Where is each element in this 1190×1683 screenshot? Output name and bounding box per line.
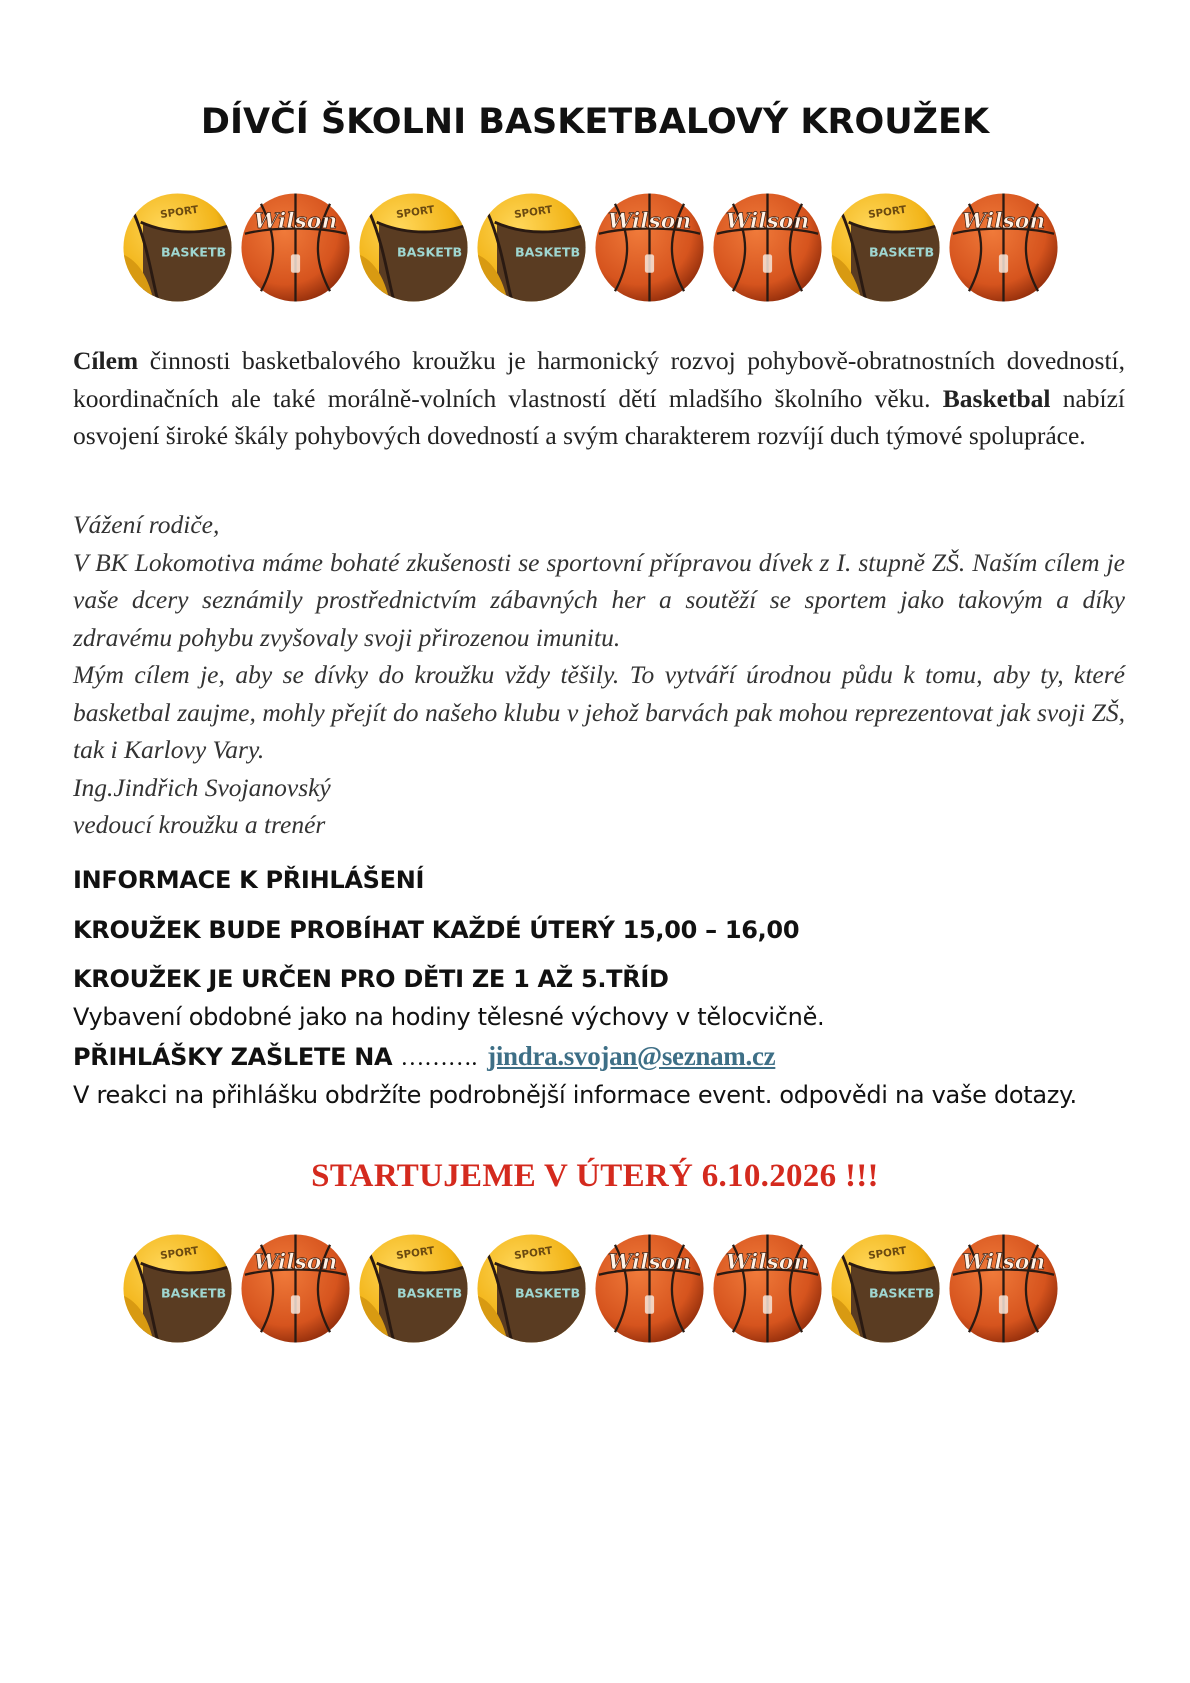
svg-text:SPORT: SPORT <box>159 203 200 221</box>
svg-text:SPORT: SPORT <box>159 1244 200 1262</box>
svg-text:SPORT: SPORT <box>395 203 436 221</box>
start-banner: STARTUJEME V ÚTERÝ 6.10.2026 !!! <box>311 1158 879 1194</box>
wilson-basketball-image <box>946 190 1061 305</box>
intro-lead-bold: Cílem <box>73 346 139 375</box>
sport-basketball-image <box>356 1231 471 1346</box>
svg-text:Wilson: Wilson <box>961 207 1046 234</box>
svg-text:SPORT: SPORT <box>513 1244 554 1262</box>
svg-text:Wilson: Wilson <box>253 207 338 234</box>
info-heading: INFORMACE K PŘIHLÁŠENÍ <box>73 866 425 894</box>
info-audience: KROUŽEK JE URČEN PRO DĚTI ZE 1 AŽ 5.TŘÍD <box>73 965 669 993</box>
info-equipment: Vybavení obdobné jako na hodiny tělesné výchovy v tělocvičně. <box>73 1003 825 1031</box>
svg-text:BASKETB: BASKETB <box>396 244 463 260</box>
intro-text-1: činnosti basketbalového kroužku je harmonický rozvoj pohybově-obratnostních dovedností, koordinačních ale také morálně-volních vlastností dětí mladšího školního věku. <box>73 346 1125 413</box>
registration-dots: ………. <box>400 1045 478 1071</box>
svg-text:BASKETB: BASKETB <box>514 1285 581 1301</box>
svg-text:Wilson: Wilson <box>607 1248 692 1275</box>
ball-row-top <box>120 190 1070 305</box>
svg-text:SPORT: SPORT <box>513 203 554 221</box>
info-registration-line <box>73 1036 1153 1076</box>
wilson-basketball-image <box>592 190 707 305</box>
svg-text:Wilson: Wilson <box>607 207 692 234</box>
svg-text:SPORT: SPORT <box>867 203 908 221</box>
info-reply-note: V reakci na přihlášku obdržíte podrobnější informace event. odpovědi na vaše dotazy. <box>73 1081 1077 1109</box>
letter-paragraph-2: Mým cílem je, aby se dívky do kroužku vždy těšily. To vytváří úrodnou půdu k tomu, aby ty, které basketbal zaujme, mohly přejít do našeho klubu v jehož barvách pak mohou reprezentovat jak svoji ZŠ, tak i Karlovy Vary. <box>73 660 1125 764</box>
sport-basketball-image <box>120 190 235 305</box>
ball-row-bottom <box>120 1231 1070 1346</box>
intro-text-2: nabízí osvojení široké škály pohybových dovedností a svým charakterem rozvíjí duch týmové spolupráce. <box>73 383 1126 450</box>
sport-basketball-image <box>474 1231 589 1346</box>
letter-paragraph-1: V BK Lokomotiva máme bohaté zkušenosti se sportovní přípravou dívek z I. stupně ZŠ. Naším cílem je vaše dcery seznámily prostřednictvím zábavných her a soutěží se sportem jako takovým a díky zdravému pohybu zvyšovaly svoji přirozenou imunitu. <box>73 547 1125 652</box>
svg-text:Wilson: Wilson <box>253 1248 338 1275</box>
svg-text:BASKETB: BASKETB <box>160 1285 227 1301</box>
registration-label: PŘIHLÁŠKY ZAŠLETE NA <box>73 1043 393 1071</box>
info-schedule: KROUŽEK BUDE PROBÍHAT KAŽDÉ ÚTERÝ 15,00 – 16,00 <box>73 916 800 944</box>
svg-text:BASKETB: BASKETB <box>514 244 581 260</box>
svg-text:BASKETB: BASKETB <box>160 244 227 260</box>
svg-text:BASKETB: BASKETB <box>868 244 935 260</box>
wilson-basketball-image <box>238 190 353 305</box>
svg-text:BASKETB: BASKETB <box>868 1285 935 1301</box>
wilson-basketball-image <box>946 1231 1061 1346</box>
svg-text:BASKETB: BASKETB <box>396 1285 463 1301</box>
wilson-basketball-image <box>592 1231 707 1346</box>
page-title: DÍVČÍ ŠKOLNI BASKETBALOVÝ KROUŽEK <box>200 102 990 142</box>
email-link[interactable]: jindra.svojan@seznam.cz <box>487 1041 776 1071</box>
svg-text:Wilson: Wilson <box>725 1248 810 1275</box>
wilson-basketball-image <box>710 1231 825 1346</box>
svg-text:Wilson: Wilson <box>725 207 810 234</box>
letter-signature-name: Ing.Jindřich Svojanovský <box>73 772 331 802</box>
parent-letter <box>73 506 1125 844</box>
sport-basketball-image <box>474 190 589 305</box>
sport-basketball-image <box>828 1231 943 1346</box>
intro-basketbal-bold: Basketbal <box>942 383 1051 413</box>
registration-info <box>73 860 1153 1114</box>
letter-signature-role: vedoucí kroužku a trenér <box>73 810 326 839</box>
letter-greeting: Vážení rodiče, <box>73 510 220 539</box>
svg-text:SPORT: SPORT <box>395 1244 436 1262</box>
sport-basketball-image <box>120 1231 235 1346</box>
wilson-basketball-image <box>710 190 825 305</box>
sport-basketball-image <box>356 190 471 305</box>
sport-basketball-image <box>828 190 943 305</box>
svg-text:SPORT: SPORT <box>867 1244 908 1262</box>
svg-text:Wilson: Wilson <box>961 1248 1046 1275</box>
wilson-basketball-image <box>238 1231 353 1346</box>
intro-paragraph <box>73 342 1125 455</box>
